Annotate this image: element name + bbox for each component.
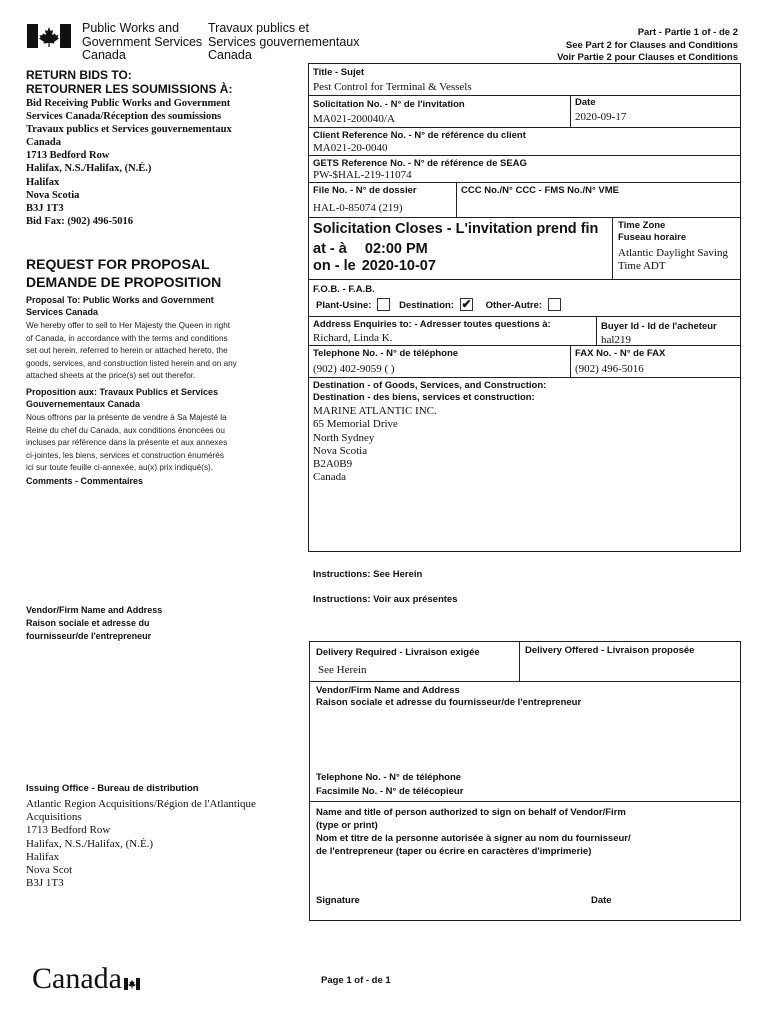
time-zone-label: Time Zone Fuseau horaire bbox=[618, 220, 687, 243]
fax-label: FAX No. - N° de FAX bbox=[575, 348, 666, 359]
comments-label: Comments - Commentaires bbox=[26, 476, 144, 486]
solicitation-closes-label: Solicitation Closes - L'invitation prend fin bbox=[313, 221, 599, 237]
issuing-office-address: Atlantic Region Acquisitions/Région de l'Atlantique Acquisitions 1713 Bedford Row Halifax, N.S./Halifax, (N.É.) Halifax Nova Scot B3J 1T3 bbox=[26, 798, 256, 890]
part-info: Part - Partie 1 of - de 2 See Part 2 for Clauses and Conditions Voir Partie 2 pour Clauses et Conditions bbox=[557, 27, 738, 63]
solicitation-no-label: Solicitation No. - N° de l'invitation bbox=[313, 99, 465, 110]
fax-value: (902) 496-5016 bbox=[575, 363, 644, 375]
buyer-id-value: hal219 bbox=[601, 334, 631, 345]
delivery-required-value: See Herein bbox=[318, 664, 367, 676]
return-bids-heading: RETURN BIDS TO: RETOURNER LES SOUMISSIONS À: bbox=[26, 68, 233, 96]
other-autre-checkbox[interactable] bbox=[548, 298, 561, 311]
client-reference-value: MA021-20-0040 bbox=[313, 142, 388, 154]
closes-at-label: at - à bbox=[313, 241, 347, 257]
canada-wordmark: Canada bbox=[32, 962, 122, 996]
checkmark-icon: ✔ bbox=[461, 297, 472, 311]
ccc-no-label: CCC No./N° CCC - FMS No./N° VME bbox=[461, 185, 620, 196]
vendor-firm-field[interactable]: Vendor/Firm Name and Address Raison sociale et adresse du fournisseur/de l'entrepreneur bbox=[316, 685, 582, 708]
fob-label: F.O.B. - F.A.B. bbox=[313, 284, 375, 295]
buyer-id-label: Buyer Id - Id de l'acheteur bbox=[601, 321, 717, 332]
page-number: Page 1 of - de 1 bbox=[321, 975, 391, 986]
signature-date-field[interactable]: Date bbox=[591, 895, 612, 906]
file-no-value: HAL-0-85074 (219) bbox=[313, 202, 403, 214]
gets-reference-label: GETS Reference No. - N° de référence de SEAG bbox=[313, 158, 527, 169]
fob-options bbox=[316, 299, 565, 312]
delivery-required-label: Delivery Required - Livraison exigée bbox=[316, 647, 480, 658]
return-bids-address: Bid Receiving Public Works and Government Services Canada/Réception des soumissions Travaux publics et Services gouvernementaux Canada 1713 Bedford Row Halifax, N.S./Halifax, (N.É.) Halifax Nova Scotia B3J 1T3 Bid Fax: (902) 496-5016 bbox=[26, 98, 232, 227]
canada-flag-icon bbox=[27, 24, 71, 48]
telephone-label: Telephone No. - N° de téléphone bbox=[313, 348, 459, 359]
address-enquiries-label: Address Enquiries to: - Adresser toutes questions à: bbox=[313, 319, 551, 330]
proposal-to: Proposal To: Public Works and Government Services Canada bbox=[26, 295, 214, 317]
destination-checkbox[interactable] bbox=[460, 298, 473, 311]
closing-date: 2020-10-07 bbox=[361, 258, 436, 274]
solicitation-no-value: MA021-200040/A bbox=[313, 113, 395, 125]
client-reference-label: Client Reference No. - N° de référence du client bbox=[313, 130, 526, 141]
issuing-office-label: Issuing Office - Bureau de distribution bbox=[26, 783, 199, 794]
date-label: Date bbox=[575, 97, 596, 108]
closes-at-row bbox=[313, 241, 428, 257]
department-name-en: Public Works and Government Services Canada bbox=[82, 21, 203, 62]
closes-on-row bbox=[313, 258, 436, 274]
closes-on-label: on - le bbox=[313, 258, 356, 274]
closing-time: 02:00 PM bbox=[364, 241, 428, 257]
destination-label: Destination: bbox=[399, 300, 454, 312]
address-enquiries-value: Richard, Linda K. bbox=[313, 332, 393, 344]
gets-reference-value: PW-$HAL-219-11074 bbox=[313, 169, 412, 181]
file-no-label: File No. - N° de dossier bbox=[313, 185, 417, 196]
destination-goods-label: Destination - of Goods, Services, and Construction: Destination - des biens, services et construction: bbox=[313, 380, 547, 403]
date-value: 2020-09-17 bbox=[575, 111, 627, 123]
instructions-en: Instructions: See Herein bbox=[313, 569, 423, 580]
destination-goods-address: MARINE ATLANTIC INC. 65 Memorial Drive North Sydney Nova Scotia B2A0B9 Canada bbox=[313, 405, 437, 484]
telephone-value: (902) 402-9059 ( ) bbox=[313, 363, 395, 375]
vendor-name-address-label: Vendor/Firm Name and Address Raison sociale et adresse du fournisseur/de l'entrepreneur bbox=[26, 605, 163, 641]
title-value: Pest Control for Terminal & Vessels bbox=[313, 81, 472, 93]
title-label: Title - Sujet bbox=[313, 67, 365, 78]
proposition-aux: Proposition aux: Travaux Publics et Services Gouvernementaux Canada bbox=[26, 387, 219, 409]
instructions-fr: Instructions: Voir aux présentes bbox=[313, 594, 458, 605]
authorized-person-field[interactable]: Name and title of person authorized to sign on behalf of Vendor/Firm (type or print) Nom et titre de la personne autorisée à signer au nom du fournisseur/ de l'entrepreneur (taper ou écrire en caractères d'imprimerie) bbox=[316, 807, 631, 857]
signature-field[interactable]: Signature bbox=[316, 895, 360, 906]
wordmark-flag-icon bbox=[124, 964, 140, 998]
rfp-title: REQUEST FOR PROPOSAL DEMANDE DE PROPOSITION bbox=[26, 256, 222, 290]
plant-usine-checkbox[interactable] bbox=[377, 298, 390, 311]
plant-usine-label: Plant-Usine: bbox=[316, 300, 372, 312]
time-zone-value: Atlantic Daylight Saving Time ADT bbox=[618, 247, 728, 272]
offer-paragraph-en: We hereby offer to sell to Her Majesty the Queen in right of Canada, in accordance with the terms and conditions set out herein, referred to herein or attached hereto, the goods, services, and construction listed herein and on any attached sheets at the price(s) set out therefor. bbox=[26, 321, 237, 381]
department-name-fr: Travaux publics et Services gouvernementaux Canada bbox=[208, 21, 360, 62]
offer-paragraph-fr: Nous offrons par la présente de vendre à Sa Majesté la Reine du chef du Canada, aux conditions énoncées ou incluses par référence dans la présente et aux annexes ci-jointes, les biens, services et construction énumérés ici sur toute feuille ci-annexée, au(x) prix indiqué(s). bbox=[26, 413, 228, 473]
other-autre-label: Other-Autre: bbox=[485, 300, 543, 312]
delivery-offered-label[interactable]: Delivery Offered - Livraison proposée bbox=[525, 645, 695, 656]
telephone-fax-fields[interactable]: Telephone No. - N° de téléphone Facsimile No. - N° de télécopieur bbox=[316, 772, 464, 797]
